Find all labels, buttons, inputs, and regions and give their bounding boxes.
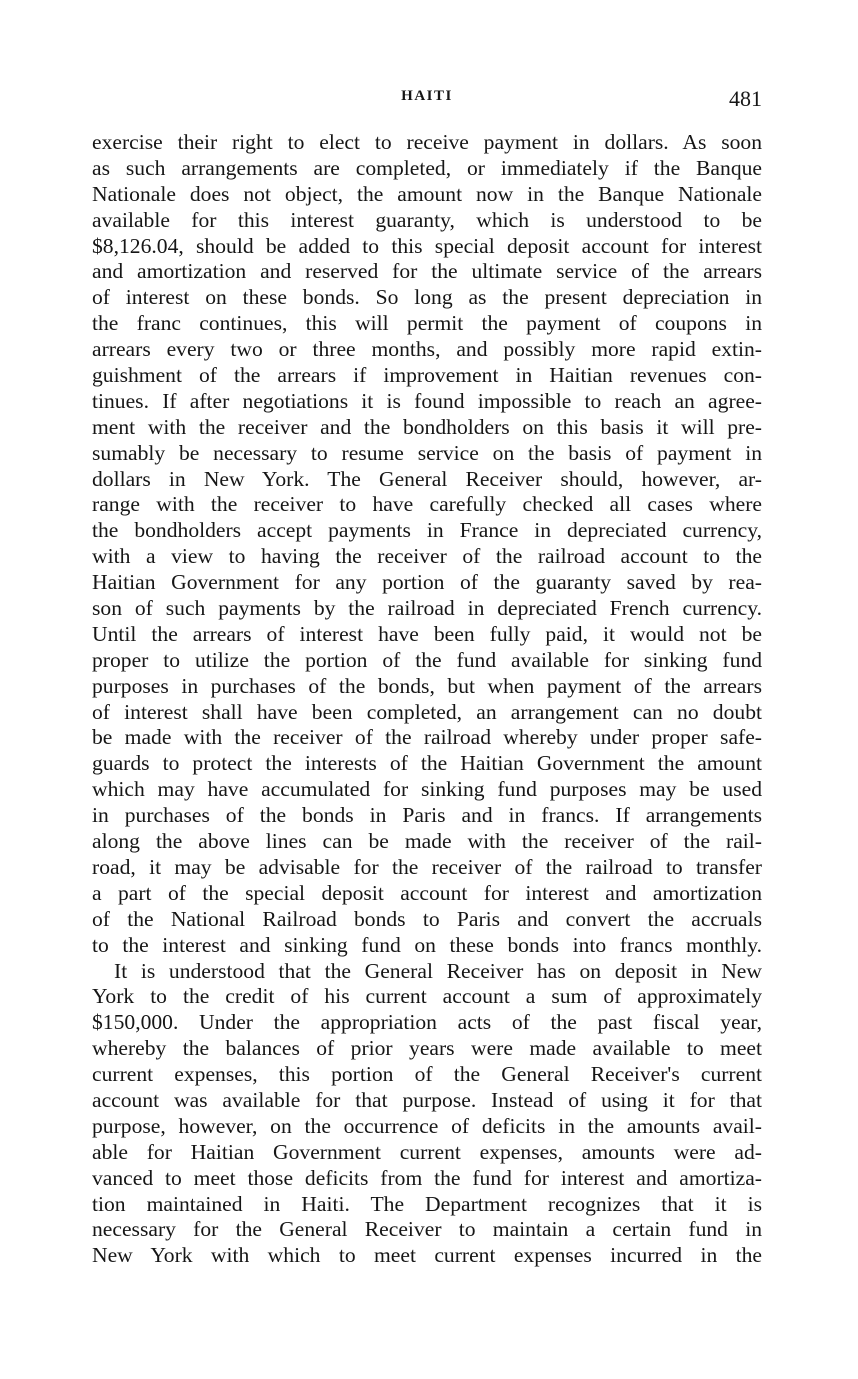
text-line: ment with the receiver and the bondholders on this basis it will pre-: [92, 414, 762, 439]
text-line: purpose, however, on the occurrence of deficits in the amounts avail-: [92, 1113, 762, 1138]
text-line: $150,000. Under the appropriation acts of the past fiscal year,: [92, 1010, 762, 1035]
text-line: $8,126.04, should be added to this special deposit account for interest: [92, 233, 762, 258]
text-line: be made with the receiver of the railroad whereby under proper safe-: [92, 725, 762, 750]
text-line: the franc continues, this will permit the payment of coupons in: [92, 311, 762, 336]
text-line: of the National Railroad bonds to Paris and convert the accruals: [92, 906, 762, 931]
running-title: HAITI: [401, 88, 453, 104]
text-line: dollars in New York. The General Receiver should, however, ar-: [92, 466, 762, 491]
text-line: range with the receiver to have carefully checked all cases where: [92, 492, 762, 517]
running-header: [92, 86, 762, 112]
text-line: and amortization and reserved for the ultimate service of the arrears: [92, 259, 762, 284]
text-line: Nationale does not object, the amount now in the Banque Nationale: [92, 181, 762, 206]
text-line: the bondholders accept payments in France in depreciated currency,: [92, 518, 762, 543]
body-text: [92, 130, 762, 1269]
text-line: necessary for the General Receiver to maintain a certain fund in: [92, 1217, 762, 1242]
text-line: Until the arrears of interest have been fully paid, it would not be: [92, 621, 762, 646]
text-line: available for this interest guaranty, which is understood to be: [92, 207, 762, 232]
paragraph-start-line: It is understood that the General Receiver has on deposit in New: [114, 958, 762, 983]
text-line: exercise their right to elect to receive payment in dollars. As soon: [92, 130, 762, 154]
text-line: a part of the special deposit account for interest and amortization: [92, 880, 762, 905]
text-line: which may have accumulated for sinking fund purposes may be used: [92, 777, 762, 802]
text-line: son of such payments by the railroad in depreciated French currency.: [92, 596, 762, 621]
text-line: account was available for that purpose. Instead of using it for that: [92, 1087, 762, 1112]
paragraph-end-line: to the interest and sinking fund on these bonds into francs monthly.: [92, 932, 762, 957]
text-line: proper to utilize the portion of the fund available for sinking fund: [92, 647, 762, 672]
text-line: vanced to meet those deficits from the fund for interest and amortiza-: [92, 1165, 762, 1190]
text-line: of interest on these bonds. So long as the present depreciation in: [92, 285, 762, 310]
text-line: York to the credit of his current account a sum of approximately: [92, 984, 762, 1009]
text-line: with a view to having the receiver of the railroad account to the: [92, 544, 762, 569]
text-line: Haitian Government for any portion of the guaranty saved by rea-: [92, 570, 762, 595]
text-line: guishment of the arrears if improvement in Haitian revenues con-: [92, 363, 762, 388]
text-line: New York with which to meet current expenses incurred in the: [92, 1243, 762, 1268]
text-line: in purchases of the bonds in Paris and in francs. If arrangements: [92, 803, 762, 828]
text-line: tion maintained in Haiti. The Department recognizes that it is: [92, 1191, 762, 1216]
text-line: purposes in purchases of the bonds, but when payment of the arrears: [92, 673, 762, 698]
text-line: guards to protect the interests of the Haitian Government the amount: [92, 751, 762, 776]
text-line: as such arrangements are completed, or immediately if the Banque: [92, 155, 762, 180]
text-line: road, it may be advisable for the receiver of the railroad to transfer: [92, 854, 762, 879]
text-line: able for Haitian Government current expenses, amounts were ad-: [92, 1139, 762, 1164]
text-line: arrears every two or three months, and possibly more rapid extin-: [92, 337, 762, 362]
text-line: whereby the balances of prior years were made available to meet: [92, 1036, 762, 1061]
page-number: 481: [729, 86, 762, 111]
text-line: sumably be necessary to resume service on the basis of payment in: [92, 440, 762, 465]
text-line: along the above lines can be made with the receiver of the rail-: [92, 829, 762, 854]
text-line: current expenses, this portion of the General Receiver's current: [92, 1062, 762, 1087]
text-line: tinues. If after negotiations it is found impossible to reach an agree-: [92, 388, 762, 413]
text-line: of interest shall have been completed, an arrangement can no doubt: [92, 699, 762, 724]
